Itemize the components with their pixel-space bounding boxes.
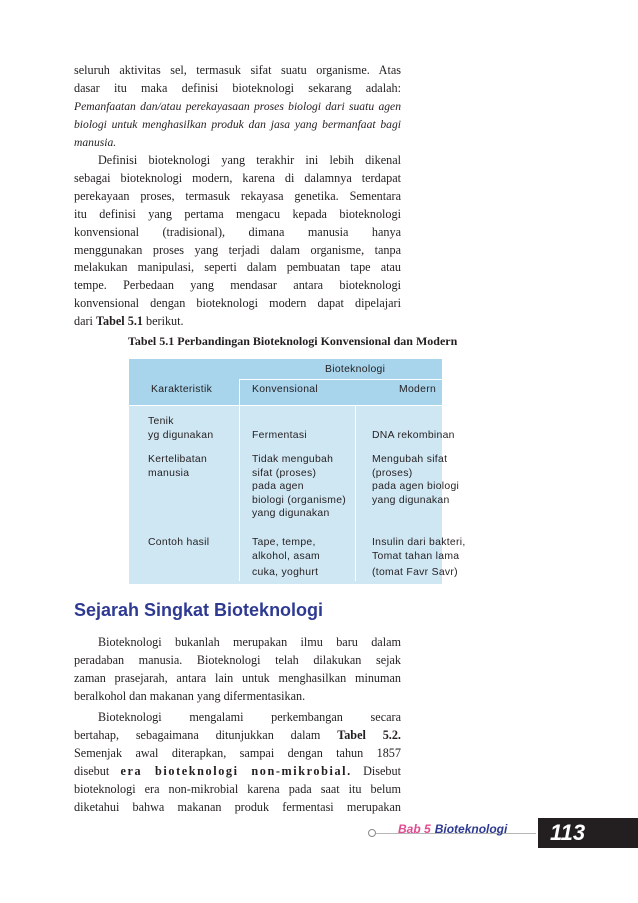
chapter-subject: Bioteknologi [434,822,508,836]
cell-line: (proses) [372,467,413,479]
row-label [148,415,213,442]
cell-line: Fermentasi [252,429,307,441]
paragraph-history [74,634,401,706]
table-divider [239,379,442,380]
text-line: Definisi bioteknologi yang terakhir ini lebih dikenal [98,153,401,167]
text-line [74,727,401,745]
page-number-box [538,818,638,848]
cell-konvensional [252,536,320,580]
table-caption: Tabel 5.1 Perbandingan Bioteknologi Konvensional dan Modern [128,334,458,348]
cell-line: yg digunakan [148,429,214,441]
cell-line: pada agen biologi [372,481,460,492]
cell-line: alkohol, asam [252,550,321,562]
comparison-table [129,359,466,584]
cell-line: manusia [148,467,190,479]
footer-chapter-label [398,822,507,836]
cell-line: (tomat Favr Savr) [372,567,458,578]
text-segment: berikut. [142,314,184,329]
cell-line: yang digunakan [372,494,450,506]
text-line: bioteknologi era non-mikrobial karena pada saat itu belum [74,781,401,796]
cell-line: Insulin dari bakteri, [372,537,466,548]
header-karakteristik: Karakteristik [151,384,213,395]
text-line: sebagai bioteknologi modern, karena di dalamnya terdapat [74,170,401,185]
table-reference: Tabel 5.2. [337,727,401,742]
text-line: Bioteknologi bukanlah merupakan ilmu baru dalam [98,635,401,649]
cell-line [372,415,455,429]
text-line: peradaban manusia. Bioteknologi telah dilakukan sejak [74,652,401,667]
cell-line: Tidak mengubah [252,454,334,465]
text-segment: Disebut [351,763,401,778]
text-line: itu definisi yang pertama mengacu kepada bioteknologi [74,206,401,221]
text-line: seluruh aktivitas sel, termasuk sifat suatu organisme. Atas [74,63,401,77]
cell-line: Tenik [148,416,174,427]
cell-konvensional [252,453,346,521]
cell-modern [372,536,466,580]
cell-line: Contoh hasil [148,537,210,548]
cell-line: pada agen [252,481,304,492]
cell-line: Tape, tempe, [252,537,316,548]
text-segment: bertahap, sebagaimana ditunjukkan dalam [74,727,338,742]
cell-line: Mengubah sifat [372,454,448,465]
text-segment: disebut [74,763,121,778]
table-divider [355,406,356,581]
cell-line: Tomat tahan lama [372,550,460,562]
footer-circle-icon [368,829,376,837]
text-line: Bioteknologi mengalami perkembangan secara [98,710,401,724]
cell-line: biologi (organisme) [252,494,347,506]
row-label [148,453,207,480]
section-heading: Sejarah Singkat Bioteknologi [74,600,324,620]
table-divider [239,380,240,581]
cell-line: DNA rekombinan [372,429,455,441]
chapter-number: Bab 5 [398,822,431,836]
text-line-italic: manusia. [74,135,117,149]
text-line-italic: biologi untuk menghasilkan produk dan jasa yang bermanfaat bagi [74,117,401,131]
text-line: melakukan manipulasi, seperti dalam pembuatan tape atau [74,260,401,275]
cell-line: Kertelibatan [148,454,208,465]
header-bioteknologi: Bioteknologi [325,364,386,375]
text-line: dasar itu maka definisi bioteknologi sekarang adalah: [74,80,401,95]
cell-line: sifat (proses) [252,467,317,479]
text-line [74,313,401,331]
row-label [148,536,209,550]
text-line: Semenjak awal diterapkan, sampai dengan tahun 1857 [74,745,401,760]
text-line [74,763,401,781]
text-line: konvensional (tradisional), dimana manusia hanya [74,224,401,239]
text-line: perekayaan proses, termasuk rekayasa genetika. Sementara [74,188,401,203]
header-konvensional: Konvensional [252,384,318,395]
cell-line: yang digunakan [252,508,330,519]
text-segment: dari [74,314,96,329]
paragraph-development [74,709,401,816]
table-divider [129,405,442,406]
paragraph-definition [74,152,401,331]
era-term: era bioteknologi non-mikrobial. [120,763,352,778]
text-line: beralkohol dan makanan yang difermentasikan. [74,688,306,703]
cell-modern [372,415,455,442]
text-line-italic: Pemanfaatan dan/atau perekayasaan proses biologi dari suatu agen [74,99,401,113]
paragraph-intro [74,62,401,152]
text-line: tempe. Perbedaan yang mendasar antara bioteknologi [74,278,401,293]
cell-modern [372,453,459,507]
table-reference: Tabel 5.1 [96,314,143,329]
cell-line [252,415,307,429]
text-line: menggunakan proses yang terjadi dalam organisme, tanpa [74,242,401,257]
page-number: 113 [550,820,586,845]
text-line: zaman prasejarah, antara lain untuk menghasilkan minuman [74,670,401,685]
cell-line: cuka, yoghurt [252,567,319,578]
header-modern: Modern [399,384,437,395]
text-line: diketahui bahwa makanan produk fermentasi merupakan [74,799,401,814]
cell-konvensional [252,415,307,442]
text-line: konvensional dengan bioteknologi modern dapat dipelajari [74,296,401,311]
